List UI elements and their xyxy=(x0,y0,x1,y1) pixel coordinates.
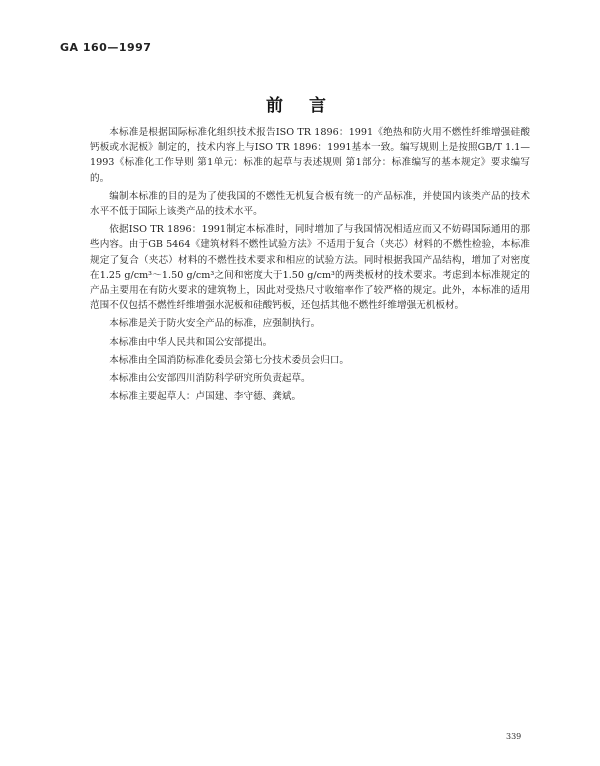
paragraph-basis: 本标准是根据国际标准化组织技术报告ISO TR 1896：1991《绝热和防火用不燃性纤维增强硅酸钙板或水泥板》制定的，技术内容上与ISO TR 1896：1991基本一致。编写规则上是按照GB/T 1.1—1993《标准化工作导则 第1单元：标准的起草与表述规则 第1部分：标准编写的基本规定》要求编写的。 xyxy=(90,127,530,184)
paragraph-proposer: 本标准由中华人民共和国公安部提出。 xyxy=(109,336,273,348)
paragraph-administrator: 本标准由全国消防标准化委员会第七分技术委员会归口。 xyxy=(109,354,350,366)
paragraph-additions: 依据ISO TR 1896：1991制定本标准时，同时增加了与我国情况相适应而又不妨碍国际通用的那些内容。由于GB 5464《建筑材料不燃性试验方法》不适用于复合（夹芯）材料的不燃性检验，本标准规定了复合（夹芯）材料的不燃性技术要求和相应的试验方法。同时根据我国产品结构，增加了对密度在1.25 g/cm³～1.50 g/cm³之间和密度大于1.50 g/cm³的两类板材的技术要求。考虑到本标准规定的产品主要用在有防火要求的建筑物上，因此对受热尺寸收缩率作了较严格的规定。此外，本标准的适用范围不仅包括不燃性纤维增强水泥板和硅酸钙板，还包括其他不燃性纤维增强无机板材。 xyxy=(90,224,530,312)
paragraph-drafter-org: 本标准由公安部四川消防科学研究所负责起草。 xyxy=(109,373,311,385)
paragraph-drafters: 本标准主要起草人：卢国建、李守德、龚斌。 xyxy=(109,391,302,403)
paragraph-purpose: 编制本标准的目的是为了使我国的不燃性无机复合板有统一的产品标准，并使国内该类产品的技术水平不低于国际上该类产品的技术水平。 xyxy=(90,190,530,218)
page-title: 前言 xyxy=(266,96,352,116)
foreword-body xyxy=(90,125,530,407)
page-number: 339 xyxy=(506,732,522,741)
paragraph-mandatory: 本标准是关于防火安全产品的标准，应强制执行。 xyxy=(109,318,321,330)
standard-code: GA 160—1997 xyxy=(60,41,152,54)
